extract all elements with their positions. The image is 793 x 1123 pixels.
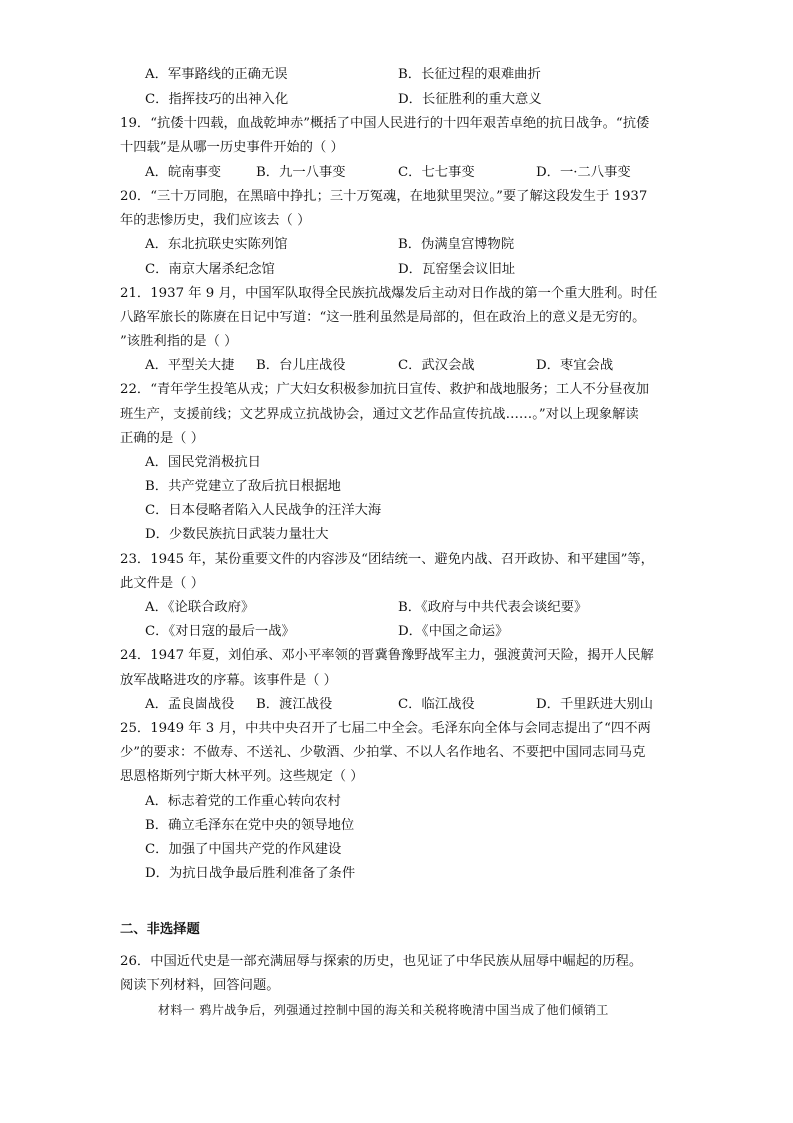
q19-option-b[interactable]: B．九一八事变 (256, 165, 346, 180)
q18-option-b[interactable]: B．长征过程的艰难曲折 (398, 67, 541, 82)
q19-option-d[interactable]: D．一·二八事变 (536, 165, 631, 180)
q20-stem-line1: 20．“三十万同胞，在黑暗中挣扎；三十万冤魂，在地狱里哭泣。”要了解这段发生于 1937 (120, 189, 648, 204)
q23-option-c[interactable]: C．《对日寇的最后一战》 (145, 624, 295, 639)
q22-stem-line1: 22．“青年学生投笔从戎；广大妇女积极参加抗日宣传、救护和战地服务；工人不分昼夜加 (120, 382, 649, 397)
q24-option-c[interactable]: C．临江战役 (398, 697, 475, 712)
q18-option-c[interactable]: C．指挥技巧的出神入化 (145, 92, 289, 107)
q24-stem-line1: 24．1947 年夏，刘伯承、邓小平率领的晋冀鲁豫野战军主力，强渡黄河天险，揭开人民解 (120, 648, 654, 663)
q22-option-c[interactable]: C．日本侵略者陷入人民战争的汪洋大海 (145, 503, 382, 518)
q25-option-b[interactable]: B．确立毛泽东在党中央的领导地位 (145, 818, 355, 833)
q23-option-d[interactable]: D．《中国之命运》 (398, 624, 509, 639)
q25-option-d[interactable]: D．为抗日战争最后胜利准备了条件 (145, 866, 356, 881)
q20-option-d[interactable]: D．瓦窑堡会议旧址 (398, 262, 516, 277)
q23-stem-line1: 23．1945 年，某份重要文件的内容涉及“团结统一、避免内战、召开政协、和平建国”等， (120, 552, 654, 567)
q25-stem-line1: 25．1949 年 3 月，中共中央召开了七届二中全会。毛泽东向全体与会同志提出了“四不两 (120, 721, 651, 736)
q19-stem-line2: 十四载”是从哪一历史事件开始的（ ） (120, 140, 344, 155)
q24-option-b[interactable]: B．渡江战役 (256, 697, 333, 712)
q23-option-b[interactable]: B．《政府与中共代表会谈纪要》 (398, 600, 588, 615)
q20-option-a[interactable]: A．东北抗联史实陈列馆 (145, 237, 288, 252)
q26-stem-line1: 26．中国近代史是一部充满屈辱与探索的历史，也见证了中华民族从屈辱中崛起的历程。 (120, 954, 643, 969)
q21-option-c[interactable]: C．武汉会战 (398, 358, 475, 373)
q25-option-a[interactable]: A．标志着党的工作重心转向农村 (145, 794, 341, 809)
q19-option-c[interactable]: C．七七事变 (398, 165, 475, 180)
q25-option-c[interactable]: C．加强了中国共产党的作风建设 (145, 842, 342, 857)
q18-option-d[interactable]: D．长征胜利的重大意义 (398, 92, 542, 107)
q23-option-a[interactable]: A．《论联合政府》 (145, 600, 255, 615)
q19-stem-line1: 19．“抗倭十四载，血战乾坤赤”概括了中国人民进行的十四年艰苦卓绝的抗日战争。“抗倭 (120, 116, 650, 131)
q19-option-a[interactable]: A．皖南事变 (145, 165, 222, 180)
q24-option-a[interactable]: A．孟良崮战役 (145, 697, 235, 712)
q23-stem-line2: 此文件是（ ） (120, 576, 205, 591)
q22-stem-line3: 正确的是（ ） (120, 431, 205, 446)
q21-option-d[interactable]: D．枣宜会战 (536, 358, 614, 373)
q21-option-b[interactable]: B．台儿庄战役 (256, 358, 346, 373)
q22-stem-line2: 班生产，支援前线；文艺界成立抗战协会，通过文艺作品宣传抗战……。”对以上现象解读 (120, 407, 639, 422)
q20-option-b[interactable]: B．伪满皇宫博物院 (398, 237, 515, 252)
q21-option-a[interactable]: A．平型关大捷 (145, 358, 235, 373)
q22-option-a[interactable]: A．国民党消极抗日 (145, 455, 261, 470)
q21-stem-line2: 八路军旅长的陈赓在日记中写道：“这一胜利虽然是局部的，但在政治上的意义是无穷的。 (120, 310, 646, 325)
q25-stem-line2: 少”的要求：不做寿、不送礼、少敬酒、少拍掌、不以人名作地名、不要把中国同志同马克 (120, 745, 646, 760)
q22-option-d[interactable]: D．少数民族抗日武装力量壮大 (145, 527, 329, 542)
q21-stem-line3: ”该胜利指的是（ ） (120, 334, 238, 349)
q25-stem-line3: 思恩格斯列宁斯大林平列。这些规定（ ） (120, 769, 364, 784)
section-title-non-choice: 二、非选择题 (120, 922, 200, 937)
q22-option-b[interactable]: B．共产党建立了敌后抗日根据地 (145, 479, 341, 494)
q26-stem-line2: 阅读下列材料，回答问题。 (120, 978, 280, 993)
q24-option-d[interactable]: D．千里跃进大别山 (536, 697, 654, 712)
q20-stem-line2: 年的悲惨历史，我们应该去（ ） (120, 213, 311, 228)
q20-option-c[interactable]: C．南京大屠杀纪念馆 (145, 262, 275, 277)
q26-material-1: 材料一 鸦片战争后，列强通过控制中国的海关和关税将晚清中国当成了他们倾销工 (158, 1003, 609, 1017)
q18-option-a[interactable]: A．军事路线的正确无误 (145, 67, 288, 82)
q24-stem-line2: 放军战略进攻的序幕。该事件是（ ） (120, 673, 337, 688)
q21-stem-line1: 21．1937 年 9 月，中国军队取得全民族抗战爆发后主动对日作战的第一个重大胜利。时任 (120, 286, 658, 301)
